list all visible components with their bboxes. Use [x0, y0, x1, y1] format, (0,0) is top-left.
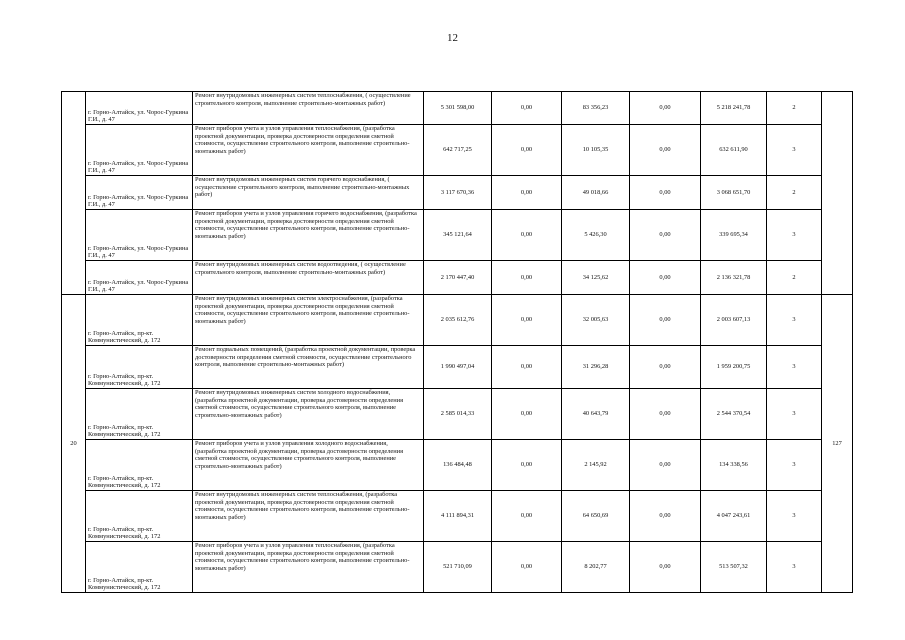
table-row: [62, 440, 853, 491]
method-cell: 3: [767, 542, 822, 593]
address-cell: г. Горно-Алтайск, пр-кт. Коммунистический, д. 172: [86, 440, 193, 491]
table-row: [62, 295, 853, 346]
work-cell: Ремонт внутридомовых инженерных систем теплоснабжения, (разработка проектной документации, проверка достоверности определения сметной стоимости, осуществление строительного контроля, выполнение строительно-монтажных работ): [193, 491, 424, 542]
address-cell: г. Горно-Алтайск, ул. Чорос-Гуркина Г.И., д. 47: [86, 92, 193, 125]
address-cell: г. Горно-Алтайск, пр-кт. Коммунистический, д. 172: [86, 346, 193, 389]
work-cell: Ремонт внутридомовых инженерных систем горячего водоснабжения, ( осуществление строительного контроля, выполнение строительно-монтажных работ): [193, 176, 424, 210]
total-cost-cell: 4 111 894,31: [424, 491, 492, 542]
table-body: [62, 92, 853, 593]
total-cost-cell: 136 484,48: [424, 440, 492, 491]
group-number: [62, 92, 86, 295]
budget-cell: 5 426,30: [562, 210, 630, 261]
work-cell: Ремонт приборов учета и узлов управления холодного водоснабжения, (разработка проектной документации, проверка достоверности определения сметной стоимости, осуществление строительного контроля, выполнение строительно-монтажных работ): [193, 440, 424, 491]
owner-funds-cell: 1 959 200,75: [701, 346, 767, 389]
table-row: [62, 346, 853, 389]
group-number: 20: [62, 295, 86, 593]
work-cell: Ремонт подвальных помещений, (разработка проектной документации, проверка достоверности определения сметной стоимости, осуществление строительного контроля, выполнение строительно-монтажных работ): [193, 346, 424, 389]
table-row: [62, 491, 853, 542]
other-cell: 0,00: [630, 295, 701, 346]
fund-cell: 0,00: [492, 491, 562, 542]
budget-cell: 64 650,69: [562, 491, 630, 542]
other-cell: 0,00: [630, 176, 701, 210]
table-row: [62, 210, 853, 261]
total-cost-cell: 2 035 612,76: [424, 295, 492, 346]
address-cell: г. Горно-Алтайск, пр-кт. Коммунистический, д. 172: [86, 542, 193, 593]
table-row: [62, 261, 853, 295]
owner-funds-cell: 632 611,90: [701, 125, 767, 176]
total-cost-cell: 521 710,09: [424, 542, 492, 593]
other-cell: 0,00: [630, 92, 701, 125]
group-total: [822, 92, 853, 295]
fund-cell: 0,00: [492, 346, 562, 389]
method-cell: 3: [767, 210, 822, 261]
method-cell: 2: [767, 261, 822, 295]
budget-cell: 31 296,28: [562, 346, 630, 389]
other-cell: 0,00: [630, 210, 701, 261]
total-cost-cell: 5 301 598,00: [424, 92, 492, 125]
owner-funds-cell: 4 047 243,61: [701, 491, 767, 542]
budget-cell: 49 018,66: [562, 176, 630, 210]
budget-cell: 10 105,35: [562, 125, 630, 176]
work-cell: Ремонт внутридомовых инженерных систем теплоснабжения, ( осуществление строительного контроля, выполнение строительно-монтажных работ): [193, 92, 424, 125]
owner-funds-cell: 2 136 321,78: [701, 261, 767, 295]
budget-cell: 83 356,23: [562, 92, 630, 125]
address-cell: г. Горно-Алтайск, ул. Чорос-Гуркина Г.И., д. 47: [86, 125, 193, 176]
fund-cell: 0,00: [492, 542, 562, 593]
work-cell: Ремонт приборов учета и узлов управления теплоснабжения, (разработка проектной документации, проверка достоверности определения сметной стоимости, осуществление строительного контроля, выполнение строительно-монтажных работ): [193, 542, 424, 593]
table-row: [62, 176, 853, 210]
other-cell: 0,00: [630, 346, 701, 389]
owner-funds-cell: 3 068 651,70: [701, 176, 767, 210]
address-cell: г. Горно-Алтайск, ул. Чорос-Гуркина Г.И., д. 47: [86, 261, 193, 295]
table-row: [62, 92, 853, 125]
method-cell: 2: [767, 176, 822, 210]
page-number: 12: [447, 32, 458, 44]
owner-funds-cell: 513 507,32: [701, 542, 767, 593]
fund-cell: 0,00: [492, 125, 562, 176]
address-cell: г. Горно-Алтайск, ул. Чорос-Гуркина Г.И., д. 47: [86, 176, 193, 210]
method-cell: 3: [767, 295, 822, 346]
other-cell: 0,00: [630, 542, 701, 593]
method-cell: 3: [767, 491, 822, 542]
owner-funds-cell: 134 338,56: [701, 440, 767, 491]
work-cell: Ремонт приборов учета и узлов управления горячего водоснабжения, (разработка проектной документации, проверка достоверности определения сметной стоимости, осуществление строительного контроля, выполнение строительно-монтажных работ): [193, 210, 424, 261]
fund-cell: 0,00: [492, 295, 562, 346]
method-cell: 2: [767, 92, 822, 125]
fund-cell: 0,00: [492, 440, 562, 491]
total-cost-cell: 1 990 497,04: [424, 346, 492, 389]
table-row: [62, 125, 853, 176]
budget-cell: 8 202,77: [562, 542, 630, 593]
address-cell: г. Горно-Алтайск, ул. Чорос-Гуркина Г.И., д. 47: [86, 210, 193, 261]
total-cost-cell: 2 585 014,33: [424, 389, 492, 440]
fund-cell: 0,00: [492, 176, 562, 210]
total-cost-cell: 2 170 447,40: [424, 261, 492, 295]
work-cell: Ремонт внутридомовых инженерных систем водоотведения, ( осуществление строительного контроля, выполнение строительно-монтажных работ): [193, 261, 424, 295]
address-cell: г. Горно-Алтайск, пр-кт. Коммунистический, д. 172: [86, 295, 193, 346]
table-row: [62, 542, 853, 593]
owner-funds-cell: 2 003 607,13: [701, 295, 767, 346]
budget-cell: 2 145,92: [562, 440, 630, 491]
owner-funds-cell: 2 544 370,54: [701, 389, 767, 440]
total-cost-cell: 345 121,64: [424, 210, 492, 261]
group-total: 127: [822, 295, 853, 593]
address-cell: г. Горно-Алтайск, пр-кт. Коммунистический, д. 172: [86, 491, 193, 542]
budget-cell: 40 643,79: [562, 389, 630, 440]
method-cell: 3: [767, 346, 822, 389]
table-row: [62, 389, 853, 440]
owner-funds-cell: 5 218 241,78: [701, 92, 767, 125]
total-cost-cell: 3 117 670,36: [424, 176, 492, 210]
address-cell: г. Горно-Алтайск, пр-кт. Коммунистический, д. 172: [86, 389, 193, 440]
method-cell: 3: [767, 440, 822, 491]
owner-funds-cell: 339 695,34: [701, 210, 767, 261]
budget-cell: 32 005,63: [562, 295, 630, 346]
work-cell: Ремонт внутридомовых инженерных систем холодного водоснабжения, (разработка проектной документации, проверка достоверности определения сметной стоимости, осуществление строительного контроля, выполнение строительно-монтажных работ): [193, 389, 424, 440]
work-cell: Ремонт внутридомовых инженерных систем электроснабжения, (разработка проектной документации, проверка достоверности определения сметной стоимости, осуществление строительного контроля, выполнение строительно-монтажных работ): [193, 295, 424, 346]
work-cell: Ремонт приборов учета и узлов управления теплоснабжения, (разработка проектной документации, проверка достоверности определения сметной стоимости, осуществление строительного контроля, выполнение строительно-монтажных работ): [193, 125, 424, 176]
other-cell: 0,00: [630, 389, 701, 440]
other-cell: 0,00: [630, 491, 701, 542]
other-cell: 0,00: [630, 440, 701, 491]
method-cell: 3: [767, 125, 822, 176]
other-cell: 0,00: [630, 125, 701, 176]
fund-cell: 0,00: [492, 210, 562, 261]
method-cell: 3: [767, 389, 822, 440]
total-cost-cell: 642 717,25: [424, 125, 492, 176]
fund-cell: 0,00: [492, 261, 562, 295]
budget-cell: 34 125,62: [562, 261, 630, 295]
other-cell: 0,00: [630, 261, 701, 295]
fund-cell: 0,00: [492, 92, 562, 125]
fund-cell: 0,00: [492, 389, 562, 440]
repair-schedule-table: [61, 91, 853, 593]
